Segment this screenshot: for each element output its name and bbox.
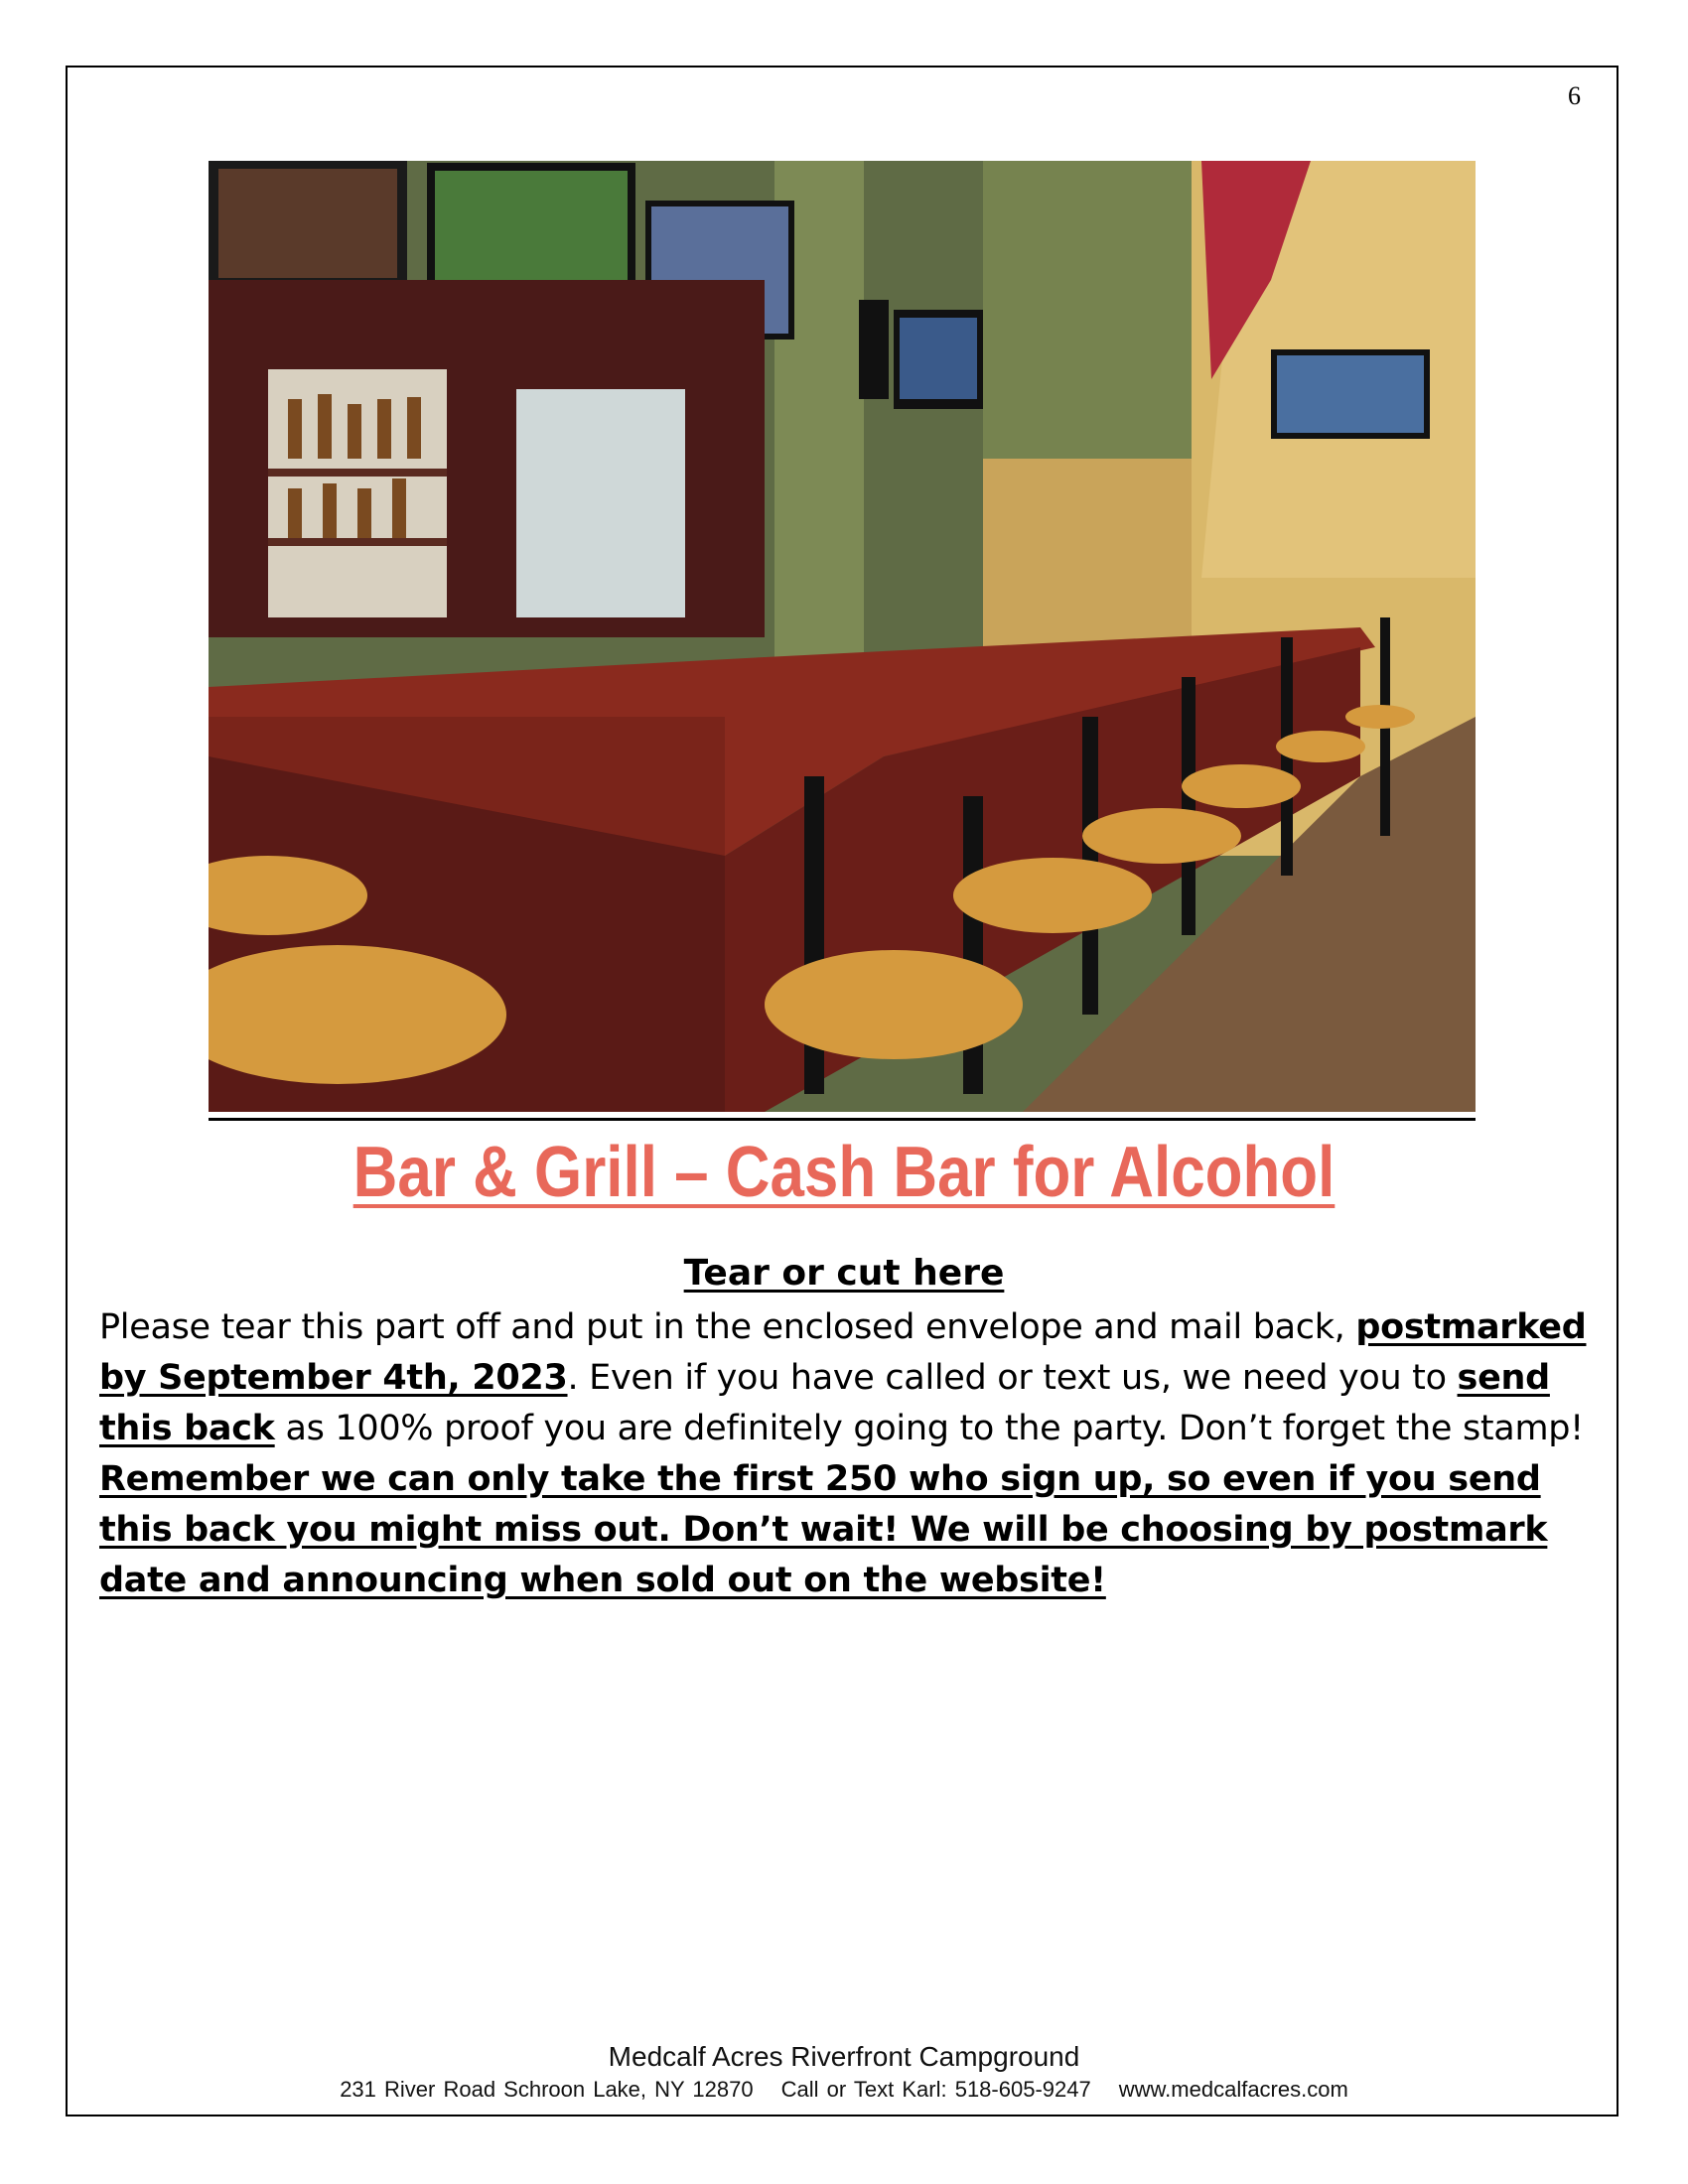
photo-divider xyxy=(209,1118,1476,1121)
postmark-deadline: postmarked by September 4th, 2023 xyxy=(99,1307,1587,1398)
tear-heading: Tear or cut here xyxy=(683,1253,1005,1294)
instructions-paragraph: Please tear this part off and put in the enclosed envelope and mail back, postmarked by September 4th, 2023. Even if you have called or text us, we need you to send this back as 100% proof you are definitely going to the party. Don’t forget the stamp! Remember we can only take the first 250 who sign up, so even if you send this back you might miss out. Don’t wait! We will be choosing by postmark date and announcing when sold out on the website! xyxy=(99,1307,1587,1600)
page-title: Bar & Grill – Cash Bar for Alcohol xyxy=(352,1133,1336,1212)
bar-interior-photo xyxy=(209,161,1476,1112)
footer-address: 231 River Road Schroon Lake, NY 12870 xyxy=(340,2077,754,2102)
send-back-emphasis: send this back xyxy=(99,1358,1550,1448)
footer-contact-line xyxy=(0,2077,1688,2103)
footer-website[interactable]: www.medcalfacres.com xyxy=(1118,2077,1348,2102)
limit-warning: Remember we can only take the first 250 who sign up, so even if you send this back you might miss out. Don’t wait! We will be choosing by postmark date and announcing when sold out on the website! xyxy=(99,1459,1548,1600)
page-number: 6 xyxy=(1568,81,1581,110)
footer-phone: Call or Text Karl: 518-605-9247 xyxy=(780,2077,1091,2102)
footer-business-name: Medcalf Acres Riverfront Campground xyxy=(608,2041,1080,2072)
